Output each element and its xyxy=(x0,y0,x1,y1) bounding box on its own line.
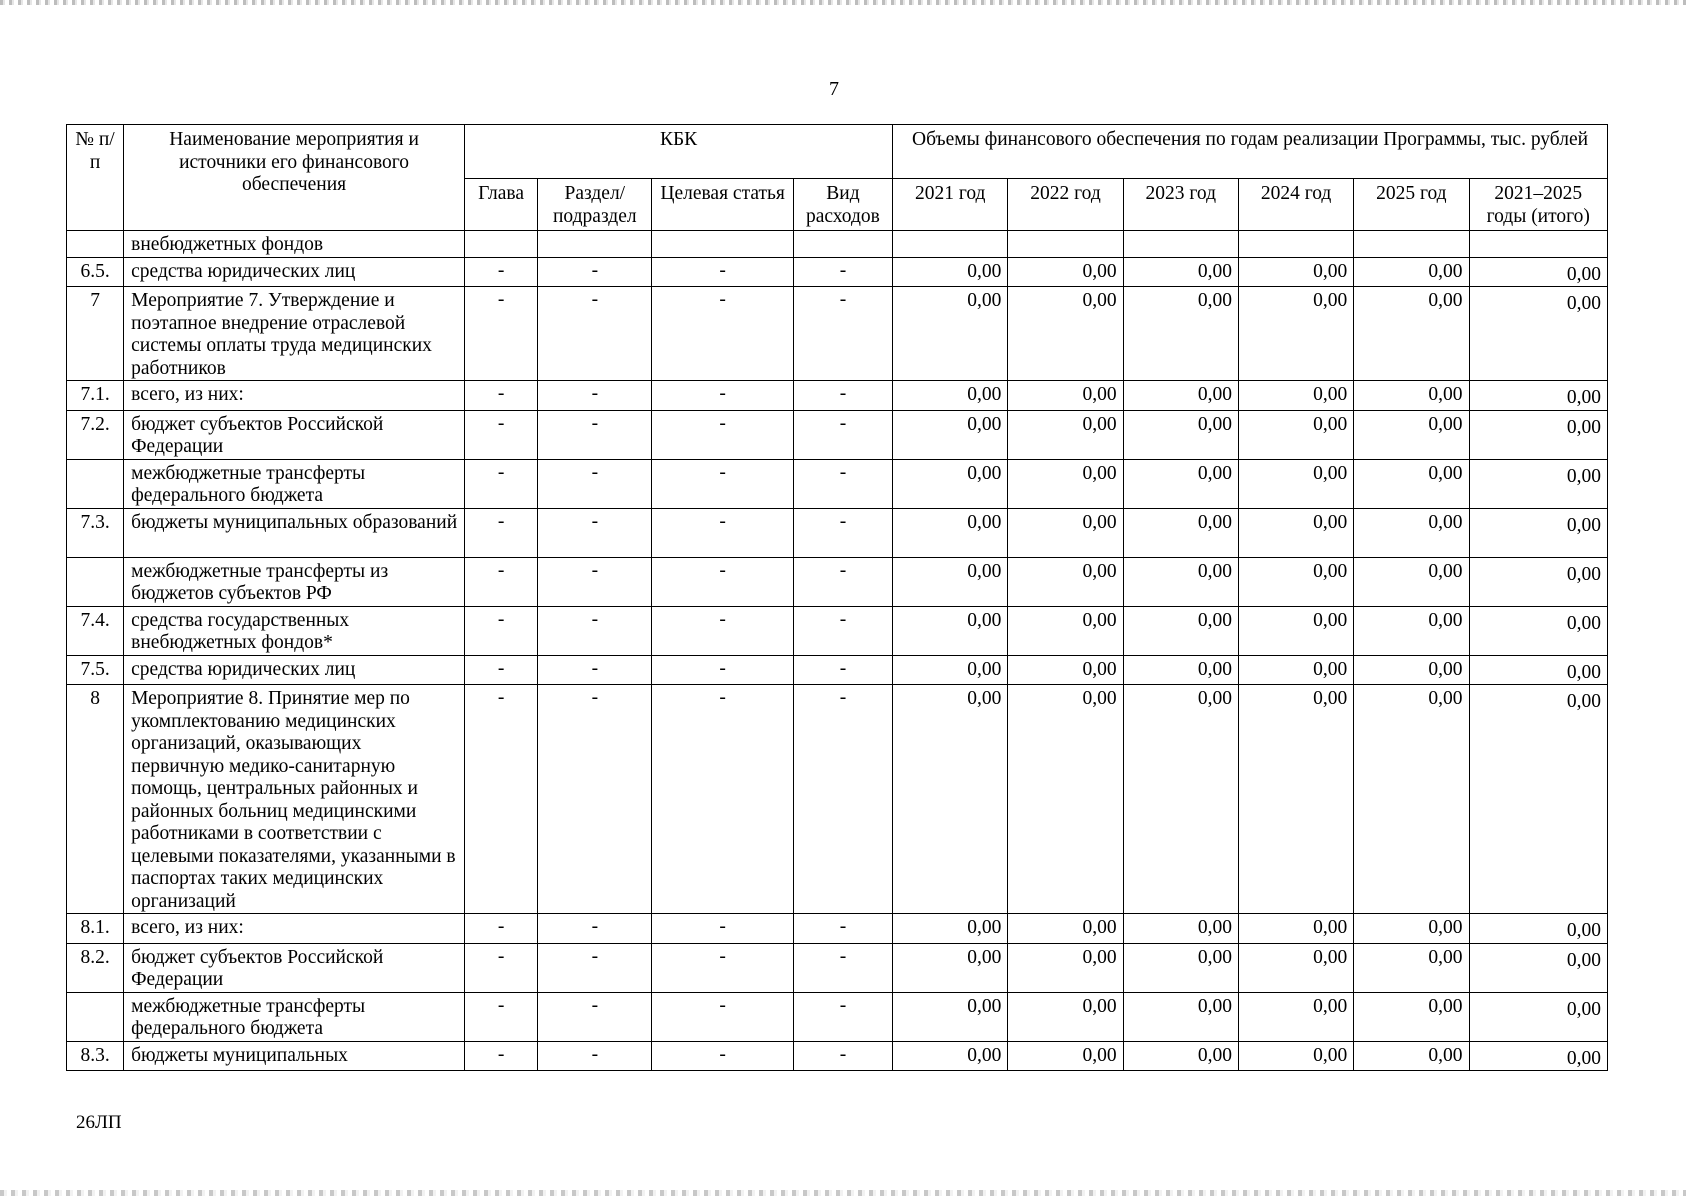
kbk-cell: - xyxy=(538,685,652,914)
table-header xyxy=(67,125,1608,231)
year-value-cell: 0,00 xyxy=(1354,508,1469,557)
table-body xyxy=(67,231,1608,1071)
year-value-cell: 0,00 xyxy=(893,655,1008,685)
kbk-cell: - xyxy=(465,685,538,914)
kbk-cell: - xyxy=(465,257,538,287)
year-value-cell: 0,00 xyxy=(893,410,1008,459)
row-name: бюджет субъектов Российской Федерации xyxy=(124,943,465,992)
kbk-cell: - xyxy=(652,914,793,944)
total-cell: 0,00 xyxy=(1469,257,1608,287)
row-name: межбюджетные трансферты федерального бюджета xyxy=(124,459,465,508)
kbk-cell: - xyxy=(652,257,793,287)
year-value-cell: 0,00 xyxy=(1123,557,1238,606)
kbk-cell: - xyxy=(538,914,652,944)
table-row xyxy=(67,655,1608,685)
year-value-cell: 0,00 xyxy=(1123,381,1238,411)
kbk-cell: - xyxy=(538,606,652,655)
total-cell: 0,00 xyxy=(1469,685,1608,914)
total-cell: 0,00 xyxy=(1469,557,1608,606)
kbk-cell xyxy=(652,231,793,258)
header-vid: Вид расходов xyxy=(793,179,892,231)
kbk-cell: - xyxy=(538,287,652,381)
row-name: всего, из них: xyxy=(124,914,465,944)
row-number xyxy=(67,557,124,606)
table-row xyxy=(67,231,1608,258)
year-value-cell: 0,00 xyxy=(893,557,1008,606)
year-value-cell: 0,00 xyxy=(1008,606,1123,655)
page-number: 7 xyxy=(829,78,839,100)
kbk-cell: - xyxy=(793,557,892,606)
table-row xyxy=(67,943,1608,992)
table-row xyxy=(67,381,1608,411)
year-value-cell: 0,00 xyxy=(1238,410,1353,459)
year-value-cell: 0,00 xyxy=(1238,685,1353,914)
year-value-cell: 0,00 xyxy=(1354,992,1469,1041)
row-number: 6.5. xyxy=(67,257,124,287)
header-2023: 2023 год xyxy=(1123,179,1238,231)
table-row xyxy=(67,508,1608,557)
row-number: 8.2. xyxy=(67,943,124,992)
year-value-cell: 0,00 xyxy=(1238,508,1353,557)
year-value-cell: 0,00 xyxy=(1238,257,1353,287)
year-value-cell: 0,00 xyxy=(1238,992,1353,1041)
row-number xyxy=(67,992,124,1041)
year-value-cell: 0,00 xyxy=(1008,943,1123,992)
total-cell: 0,00 xyxy=(1469,992,1608,1041)
year-value-cell: 0,00 xyxy=(1008,410,1123,459)
row-number: 7.2. xyxy=(67,410,124,459)
year-value-cell: 0,00 xyxy=(1238,943,1353,992)
kbk-cell: - xyxy=(465,410,538,459)
kbk-cell: - xyxy=(465,914,538,944)
year-value-cell: 0,00 xyxy=(1008,655,1123,685)
header-2025: 2025 год xyxy=(1354,179,1469,231)
year-value-cell xyxy=(893,231,1008,258)
row-name: межбюджетные трансферты из бюджетов субъектов РФ xyxy=(124,557,465,606)
year-value-cell: 0,00 xyxy=(1008,381,1123,411)
year-value-cell: 0,00 xyxy=(1008,914,1123,944)
kbk-cell: - xyxy=(538,410,652,459)
year-value-cell: 0,00 xyxy=(1008,508,1123,557)
table-row xyxy=(67,287,1608,381)
kbk-cell: - xyxy=(652,557,793,606)
kbk-cell xyxy=(465,231,538,258)
kbk-cell: - xyxy=(538,992,652,1041)
kbk-cell: - xyxy=(465,508,538,557)
row-number: 7.5. xyxy=(67,655,124,685)
total-cell: 0,00 xyxy=(1469,943,1608,992)
row-number: 7.1. xyxy=(67,381,124,411)
kbk-cell xyxy=(538,231,652,258)
year-value-cell: 0,00 xyxy=(1123,606,1238,655)
row-name: бюджет субъектов Российской Федерации xyxy=(124,410,465,459)
header-volumes: Объемы финансового обеспечения по годам реализации Программы, тыс. рублей xyxy=(893,125,1608,179)
table-row xyxy=(67,685,1608,914)
year-value-cell: 0,00 xyxy=(1008,992,1123,1041)
header-celevaya: Целевая статья xyxy=(652,179,793,231)
year-value-cell: 0,00 xyxy=(1008,459,1123,508)
year-value-cell: 0,00 xyxy=(1123,992,1238,1041)
year-value-cell: 0,00 xyxy=(1238,606,1353,655)
row-name: бюджеты муниципальных xyxy=(124,1041,465,1071)
year-value-cell: 0,00 xyxy=(1123,943,1238,992)
kbk-cell: - xyxy=(538,257,652,287)
row-name: всего, из них: xyxy=(124,381,465,411)
year-value-cell: 0,00 xyxy=(1008,287,1123,381)
year-value-cell: 0,00 xyxy=(1354,1041,1469,1071)
row-name: средства юридических лиц xyxy=(124,257,465,287)
table-row xyxy=(67,992,1608,1041)
year-value-cell: 0,00 xyxy=(893,685,1008,914)
kbk-cell: - xyxy=(793,410,892,459)
kbk-cell: - xyxy=(538,459,652,508)
kbk-cell: - xyxy=(793,685,892,914)
total-cell: 0,00 xyxy=(1469,287,1608,381)
year-value-cell: 0,00 xyxy=(1354,606,1469,655)
year-value-cell: 0,00 xyxy=(1354,557,1469,606)
year-value-cell: 0,00 xyxy=(1238,1041,1353,1071)
year-value-cell: 0,00 xyxy=(1123,914,1238,944)
year-value-cell: 0,00 xyxy=(1354,914,1469,944)
row-number xyxy=(67,459,124,508)
table-row xyxy=(67,410,1608,459)
year-value-cell: 0,00 xyxy=(1354,655,1469,685)
total-cell: 0,00 xyxy=(1469,459,1608,508)
year-value-cell: 0,00 xyxy=(1123,685,1238,914)
total-cell: 0,00 xyxy=(1469,1041,1608,1071)
year-value-cell: 0,00 xyxy=(893,914,1008,944)
row-name: Мероприятие 7. Утверждение и поэтапное внедрение отраслевой системы оплаты труда медицинских работников xyxy=(124,287,465,381)
header-razdel: Раздел/ подраздел xyxy=(538,179,652,231)
financing-table xyxy=(66,124,1608,1071)
year-value-cell: 0,00 xyxy=(1123,287,1238,381)
kbk-cell: - xyxy=(793,606,892,655)
year-value-cell: 0,00 xyxy=(1238,459,1353,508)
year-value-cell: 0,00 xyxy=(1354,459,1469,508)
scan-edge-top xyxy=(0,0,1686,5)
kbk-cell: - xyxy=(465,606,538,655)
header-glava: Глава xyxy=(465,179,538,231)
kbk-cell: - xyxy=(465,557,538,606)
total-cell: 0,00 xyxy=(1469,508,1608,557)
year-value-cell: 0,00 xyxy=(893,992,1008,1041)
kbk-cell: - xyxy=(652,943,793,992)
year-value-cell: 0,00 xyxy=(893,287,1008,381)
year-value-cell: 0,00 xyxy=(1123,1041,1238,1071)
year-value-cell: 0,00 xyxy=(893,606,1008,655)
kbk-cell: - xyxy=(793,287,892,381)
year-value-cell: 0,00 xyxy=(893,943,1008,992)
table-row xyxy=(67,1041,1608,1071)
kbk-cell: - xyxy=(652,655,793,685)
row-number: 7.3. xyxy=(67,508,124,557)
row-name: бюджеты муниципальных образований xyxy=(124,508,465,557)
year-value-cell: 0,00 xyxy=(1354,381,1469,411)
header-kbk: КБК xyxy=(465,125,893,179)
header-number: № п/п xyxy=(67,125,124,231)
year-value-cell: 0,00 xyxy=(1354,410,1469,459)
year-value-cell: 0,00 xyxy=(1354,685,1469,914)
table-row xyxy=(67,257,1608,287)
year-value-cell: 0,00 xyxy=(893,508,1008,557)
kbk-cell: - xyxy=(793,943,892,992)
year-value-cell: 0,00 xyxy=(893,257,1008,287)
kbk-cell: - xyxy=(538,557,652,606)
row-name: межбюджетные трансферты федерального бюджета xyxy=(124,992,465,1041)
kbk-cell: - xyxy=(793,914,892,944)
total-cell: 0,00 xyxy=(1469,914,1608,944)
kbk-cell: - xyxy=(793,257,892,287)
year-value-cell: 0,00 xyxy=(1123,459,1238,508)
table-row xyxy=(67,606,1608,655)
total-cell: 0,00 xyxy=(1469,606,1608,655)
row-number: 7.4. xyxy=(67,606,124,655)
header-2021: 2021 год xyxy=(893,179,1008,231)
kbk-cell: - xyxy=(465,287,538,381)
year-value-cell: 0,00 xyxy=(1238,655,1353,685)
kbk-cell: - xyxy=(652,606,793,655)
year-value-cell: 0,00 xyxy=(1123,257,1238,287)
year-value-cell: 0,00 xyxy=(1008,257,1123,287)
kbk-cell: - xyxy=(538,655,652,685)
scan-edge-bottom xyxy=(0,1190,1686,1196)
year-value-cell: 0,00 xyxy=(893,1041,1008,1071)
kbk-cell: - xyxy=(538,943,652,992)
table-row xyxy=(67,459,1608,508)
kbk-cell: - xyxy=(465,992,538,1041)
year-value-cell: 0,00 xyxy=(1238,287,1353,381)
kbk-cell: - xyxy=(793,992,892,1041)
footer-code: 26ЛП xyxy=(76,1112,122,1133)
total-cell: 0,00 xyxy=(1469,381,1608,411)
kbk-cell: - xyxy=(465,381,538,411)
year-value-cell: 0,00 xyxy=(1354,257,1469,287)
year-value-cell: 0,00 xyxy=(1008,557,1123,606)
kbk-cell: - xyxy=(538,508,652,557)
year-value-cell: 0,00 xyxy=(1238,914,1353,944)
kbk-cell: - xyxy=(793,459,892,508)
total-cell: 0,00 xyxy=(1469,410,1608,459)
kbk-cell xyxy=(793,231,892,258)
kbk-cell: - xyxy=(652,508,793,557)
year-value-cell: 0,00 xyxy=(1123,508,1238,557)
table-row xyxy=(67,914,1608,944)
kbk-cell: - xyxy=(652,1041,793,1071)
kbk-cell: - xyxy=(652,410,793,459)
year-value-cell: 0,00 xyxy=(893,459,1008,508)
kbk-cell: - xyxy=(538,1041,652,1071)
year-value-cell xyxy=(1354,231,1469,258)
kbk-cell: - xyxy=(793,655,892,685)
kbk-cell: - xyxy=(652,287,793,381)
year-value-cell xyxy=(1123,231,1238,258)
row-name: средства государственных внебюджетных фондов* xyxy=(124,606,465,655)
kbk-cell: - xyxy=(652,685,793,914)
year-value-cell xyxy=(1008,231,1123,258)
year-value-cell: 0,00 xyxy=(1238,381,1353,411)
total-cell xyxy=(1469,231,1608,258)
year-value-cell: 0,00 xyxy=(1008,685,1123,914)
header-name: Наименование мероприятия и источники его финансового обеспечения xyxy=(124,125,465,231)
header-2024: 2024 год xyxy=(1238,179,1353,231)
table-row xyxy=(67,557,1608,606)
kbk-cell: - xyxy=(465,1041,538,1071)
kbk-cell: - xyxy=(793,381,892,411)
kbk-cell: - xyxy=(793,508,892,557)
year-value-cell: 0,00 xyxy=(893,381,1008,411)
header-total: 2021–2025 годы (итого) xyxy=(1469,179,1608,231)
kbk-cell: - xyxy=(465,943,538,992)
kbk-cell: - xyxy=(793,1041,892,1071)
row-number: 8 xyxy=(67,685,124,914)
row-number: 8.3. xyxy=(67,1041,124,1071)
kbk-cell: - xyxy=(538,381,652,411)
kbk-cell: - xyxy=(652,381,793,411)
year-value-cell: 0,00 xyxy=(1123,655,1238,685)
year-value-cell: 0,00 xyxy=(1238,557,1353,606)
row-number: 7 xyxy=(67,287,124,381)
year-value-cell: 0,00 xyxy=(1354,287,1469,381)
header-2022: 2022 год xyxy=(1008,179,1123,231)
year-value-cell: 0,00 xyxy=(1123,410,1238,459)
row-number xyxy=(67,231,124,258)
kbk-cell: - xyxy=(465,655,538,685)
kbk-cell: - xyxy=(652,992,793,1041)
row-name: средства юридических лиц xyxy=(124,655,465,685)
kbk-cell: - xyxy=(465,459,538,508)
row-name: внебюджетных фондов xyxy=(124,231,465,258)
year-value-cell: 0,00 xyxy=(1354,943,1469,992)
year-value-cell: 0,00 xyxy=(1008,1041,1123,1071)
total-cell: 0,00 xyxy=(1469,655,1608,685)
row-name: Мероприятие 8. Принятие мер по укомплектованию медицинских организаций, оказывающих первичную медико-санитарную помощь, центральных районных и районных больниц медицинскими работниками в соответствии с целевыми показателями, указанными в паспортах таких медицинских организаций xyxy=(124,685,465,914)
row-number: 8.1. xyxy=(67,914,124,944)
kbk-cell: - xyxy=(652,459,793,508)
year-value-cell xyxy=(1238,231,1353,258)
